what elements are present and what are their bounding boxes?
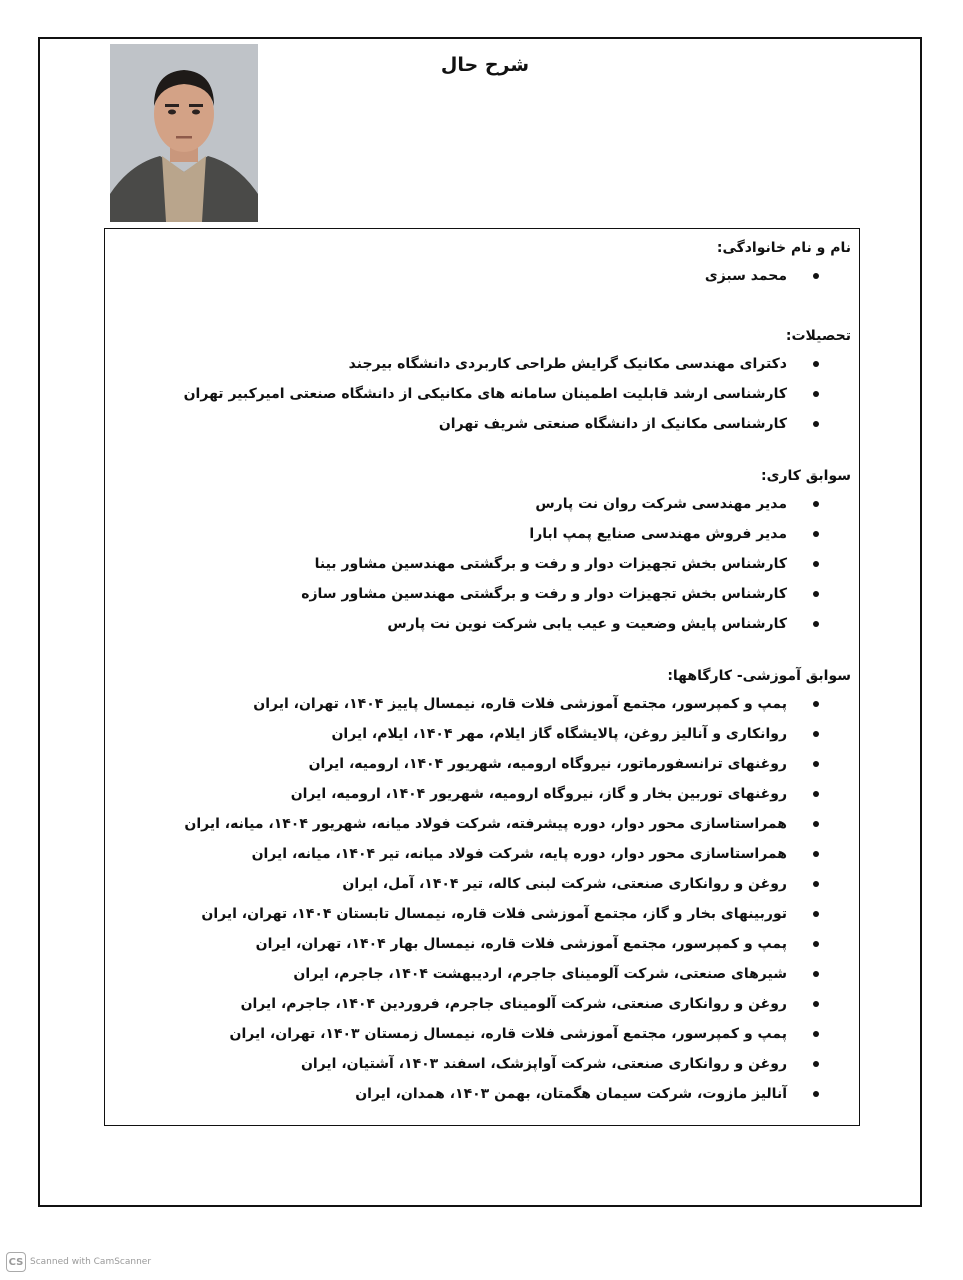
list-item: مدیر مهندسی شرکت روان نت پارس bbox=[105, 489, 851, 519]
education-list bbox=[105, 349, 851, 439]
list-item: کارشناس بخش تجهیزات دوار و رفت و برگشتی مهندسین مشاور بینا bbox=[105, 549, 851, 579]
camscanner-logo-icon: CS bbox=[6, 1252, 26, 1272]
resume-content bbox=[104, 228, 860, 1126]
work-list bbox=[105, 489, 851, 639]
list-item: همراستاسازی محور دوار، دوره پایه، شرکت فولاد میانه، تیر ۱۴۰۴، میانه، ایران bbox=[105, 839, 851, 869]
list-item: آنالیز مازوت، شرکت سیمان هگمتان، بهمن ۱۴۰۳، همدان، ایران bbox=[105, 1079, 851, 1109]
list-item: روانکاری و آنالیز روغن، پالایشگاه گاز ایلام، مهر ۱۴۰۴، ایلام، ایران bbox=[105, 719, 851, 749]
profile-photo bbox=[110, 44, 258, 222]
page-title: شرح حال bbox=[440, 54, 530, 76]
list-item: محمد سبزی bbox=[105, 261, 851, 291]
list-item: دکترای مهندسی مکانیک گرایش طراحی کاربردی دانشگاه بیرجند bbox=[105, 349, 851, 379]
education-heading: تحصیلات: bbox=[785, 328, 851, 344]
list-item: توربینهای بخار و گاز، مجتمع آموزشی فلات قاره، نیمسال تابستان ۱۴۰۴، تهران، ایران bbox=[105, 899, 851, 929]
camscanner-watermark bbox=[6, 1252, 151, 1272]
list-item: روغن و روانکاری صنعتی، شرکت آلومینای جاجرم، فروردین ۱۴۰۴، جاجرم، ایران bbox=[105, 989, 851, 1019]
list-item: پمپ و کمپرسور، مجتمع آموزشی فلات قاره، نیمسال پاییز ۱۴۰۴، تهران، ایران bbox=[105, 689, 851, 719]
list-item: روغن و روانکاری صنعتی، شرکت لبنی کاله، تیر ۱۴۰۴، آمل، ایران bbox=[105, 869, 851, 899]
training-heading: سوابق آموزشی- کارگاهها: bbox=[667, 668, 851, 684]
list-item: کارشناسی ارشد قابلیت اطمینان سامانه های مکانیکی از دانشگاه صنعتی امیرکبیر تهران bbox=[105, 379, 851, 409]
list-item: کارشناس پایش وضعیت و عیب یابی شرکت نوین نت پارس bbox=[105, 609, 851, 639]
list-item: روغنهای توربین بخار و گاز، نیروگاه ارومیه، شهریور ۱۴۰۴، ارومیه، ایران bbox=[105, 779, 851, 809]
personal-heading: نام و نام خانوادگی: bbox=[716, 240, 851, 256]
watermark-text: Scanned with CamScanner bbox=[30, 1257, 152, 1267]
list-item: همراستاسازی محور دوار، دوره پیشرفته، شرکت فولاد میانه، شهریور ۱۴۰۴، میانه، ایران bbox=[105, 809, 851, 839]
work-heading: سوابق کاری: bbox=[761, 468, 851, 484]
training-list bbox=[105, 689, 851, 1109]
list-item: پمپ و کمپرسور، مجتمع آموزشی فلات قاره، نیمسال بهار ۱۴۰۴، تهران، ایران bbox=[105, 929, 851, 959]
personal-list bbox=[105, 261, 851, 291]
list-item: کارشناسی مکانیک از دانشگاه صنعتی شریف تهران bbox=[105, 409, 851, 439]
list-item: روغنهای ترانسفورماتور، نیروگاه ارومیه، شهریور ۱۴۰۴، ارومیه، ایران bbox=[105, 749, 851, 779]
list-item: کارشناس بخش تجهیزات دوار و رفت و برگشتی مهندسین مشاور سازه bbox=[105, 579, 851, 609]
list-item: روغن و روانکاری صنعتی، شرکت آواپزشک، اسفند ۱۴۰۳، آشتیان، ایران bbox=[105, 1049, 851, 1079]
list-item: شیرهای صنعتی، شرکت آلومینای جاجرم، اردیبهشت ۱۴۰۴، جاجرم، ایران bbox=[105, 959, 851, 989]
list-item: پمپ و کمپرسور، مجتمع آموزشی فلات قاره، نیمسال زمستان ۱۴۰۳، تهران، ایران bbox=[105, 1019, 851, 1049]
list-item: مدیر فروش مهندسی صنایع پمپ ابارا bbox=[105, 519, 851, 549]
